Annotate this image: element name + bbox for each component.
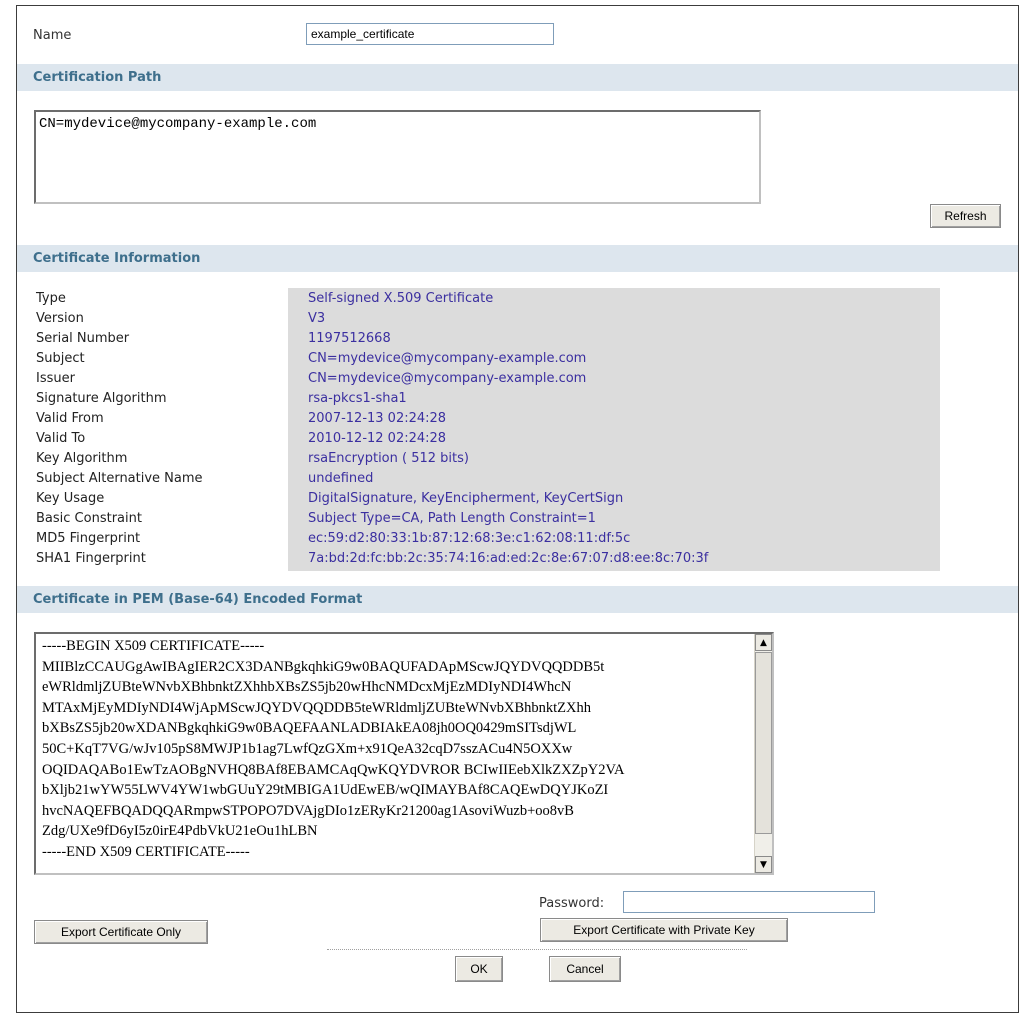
pem-scrollbar[interactable] bbox=[754, 634, 772, 873]
certification-path-text: CN=mydevice@mycompany-example.com bbox=[39, 116, 317, 132]
divider bbox=[327, 949, 747, 950]
info-row-value: DigitalSignature, KeyEncipherment, KeyCertSign bbox=[308, 491, 624, 506]
certificate-information-title: Certificate Information bbox=[33, 251, 201, 266]
ok-button[interactable]: OK bbox=[455, 956, 503, 982]
certificate-information-header bbox=[17, 245, 1018, 272]
info-row-label: Signature Algorithm bbox=[36, 391, 167, 406]
info-row-label: Subject bbox=[36, 351, 85, 366]
name-label: Name bbox=[33, 28, 72, 43]
info-row-value: 2007-12-13 02:24:28 bbox=[308, 411, 447, 426]
refresh-button[interactable]: Refresh bbox=[930, 204, 1001, 228]
certification-path-header bbox=[17, 64, 1018, 91]
info-row-label: Valid To bbox=[36, 431, 86, 446]
info-row-value: Subject Type=CA, Path Length Constraint=1 bbox=[308, 511, 596, 526]
info-row-value: Self-signed X.509 Certificate bbox=[308, 291, 494, 306]
pem-header bbox=[17, 586, 1018, 613]
info-row-value: 7a:bd:2d:fc:bb:2c:35:74:16:ad:ed:2c:8e:67:07:d8:ee:8c:70:3f bbox=[308, 551, 709, 566]
info-row-value: ec:59:d2:80:33:1b:87:12:68:3e:c1:62:08:11:df:5c bbox=[308, 531, 631, 546]
info-row-label: Issuer bbox=[36, 371, 75, 386]
scroll-down-icon[interactable]: ▼ bbox=[755, 856, 772, 873]
info-row-label: Version bbox=[36, 311, 84, 326]
info-row-label: SHA1 Fingerprint bbox=[36, 551, 146, 566]
cancel-button[interactable]: Cancel bbox=[549, 956, 621, 982]
scroll-thumb[interactable] bbox=[755, 652, 772, 834]
pem-title: Certificate in PEM (Base-64) Encoded Format bbox=[33, 592, 363, 607]
password-label: Password: bbox=[539, 896, 605, 911]
info-row-value: rsa-pkcs1-sha1 bbox=[308, 391, 407, 406]
info-row-label: Type bbox=[36, 291, 66, 306]
info-row-label: Key Algorithm bbox=[36, 451, 128, 466]
info-row-value: rsaEncryption ( 512 bits) bbox=[308, 451, 469, 466]
info-row-value: 1197512668 bbox=[308, 331, 391, 346]
certificate-edit-panel bbox=[16, 5, 1019, 1013]
pem-text: -----BEGIN X509 CERTIFICATE----- MIIBlzCCAUGgAwIBAgIER2CX3DANBgkqhkiG9w0BAQUFADApMScwJQYDVQQDDB5t eWRldmljZUBteWNvbXBhbnktZXhhbXBsZS5jb20wHhcNMDcxMjEzMDIyNDI4WhcN MTAxMjEyMDIyNDI4WjApMScwJQYDVQQDDB5teWRldmljZUBteWNvbXBhbnktZXhh bXBsZS5jb20wXDANBgkqhkiG9w0BAQEFAANLADBIAkEA08jh0OQ0429mSITsdjWL 50C+KqT7VG/wJv105pS8MWJP1b1ag7LwfQzGXm+x91QeA32cqD7sszACu4N5OXXw OQIDAQABo1EwTzAOBgNVHQ8BAf8EBAMCAqQwKQYDVROR BCIwIIEebXlkZXZpY2VA bXljb21wYW55LWV4YW1wbGUuY29tMBIGA1UdEwEB/wQIMAYBAf8CAQEwDQYJKoZI hvcNAQEFBQADQQARmpwSTPOPO7DVAjgDIo1zERyKr21200ag1AsoviWuzb+oo8vB Zdg/UXe9fD6yI5z0irE4PdbVkU21eOu1hLBN -----END X509 CERTIFICATE----- bbox=[42, 638, 625, 860]
info-row-value: 2010-12-12 02:24:28 bbox=[308, 431, 447, 446]
scroll-up-icon[interactable]: ▲ bbox=[755, 634, 772, 651]
pem-textarea[interactable] bbox=[34, 632, 774, 875]
info-row-label: Key Usage bbox=[36, 491, 105, 506]
info-row-value: V3 bbox=[308, 311, 326, 326]
info-row-value: CN=mydevice@mycompany-example.com bbox=[308, 351, 587, 366]
password-input[interactable] bbox=[623, 891, 875, 913]
name-input[interactable] bbox=[306, 23, 554, 45]
info-row-label: Subject Alternative Name bbox=[36, 471, 203, 486]
info-row-label: Serial Number bbox=[36, 331, 130, 346]
certification-path-textarea[interactable] bbox=[34, 110, 761, 204]
info-row-value: CN=mydevice@mycompany-example.com bbox=[308, 371, 587, 386]
info-row-label: Basic Constraint bbox=[36, 511, 142, 526]
info-row-value: undefined bbox=[308, 471, 374, 486]
export-certificate-only-button[interactable]: Export Certificate Only bbox=[34, 920, 208, 944]
info-row-label: Valid From bbox=[36, 411, 104, 426]
export-certificate-with-private-key-button[interactable]: Export Certificate with Private Key bbox=[540, 918, 788, 942]
info-row-label: MD5 Fingerprint bbox=[36, 531, 141, 546]
certification-path-title: Certification Path bbox=[33, 70, 162, 85]
